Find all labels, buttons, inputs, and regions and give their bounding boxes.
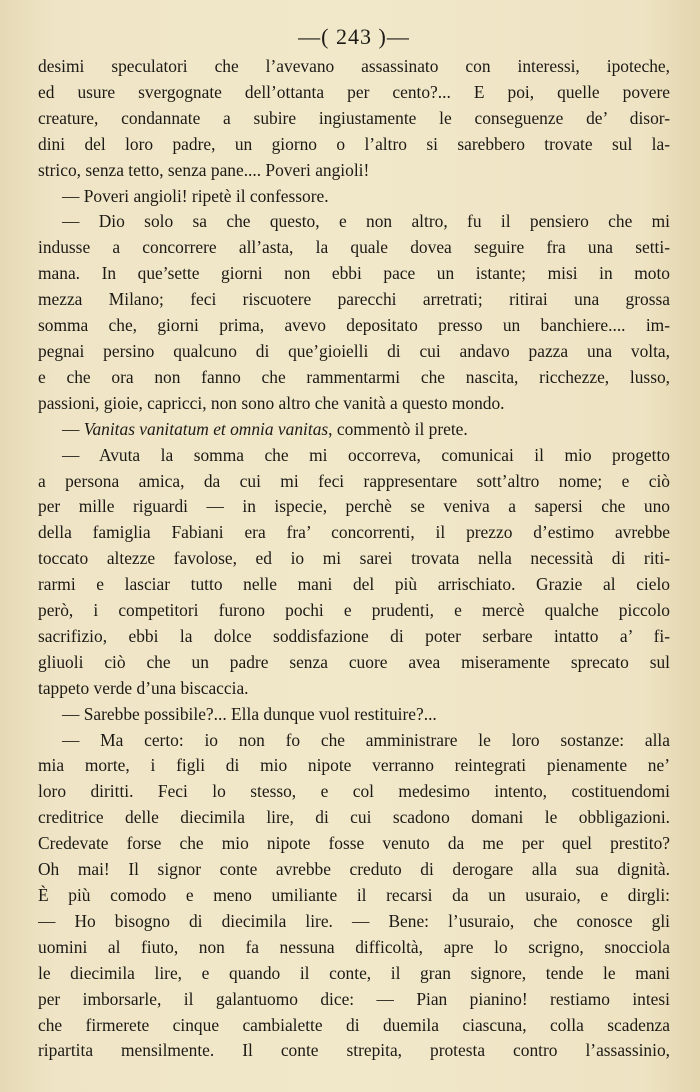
text-line: dini del loro padre, un giorno o l’altro si sarebbero trovate sul la- — [38, 133, 670, 154]
text-line: sacrifizio, ebbi la dolce soddisfazione di poter serbare intatto a’ fi- — [38, 625, 670, 646]
text-line: che firmerete cinque cambialette di duemila ciascuna, colla scadenza — [38, 1014, 670, 1035]
text-line: — Ho bisogno di diecimila lire. — Bene: l’usuraio, che conosce gli — [38, 910, 670, 931]
text-line: rarmi e lasciar tutto nelle mani del più arrischiato. Grazie al cielo — [38, 574, 670, 595]
page-body-text — [38, 54, 670, 1064]
text-line: le diecimila lire, e quando il conte, il gran signore, tende le mani — [38, 962, 670, 983]
text-line: toccato altezze favolose, ed io mi sarei trovata nella necessità di riti- — [38, 548, 670, 569]
text-line: — Avuta la somma che mi occorreva, comunicai il mio progetto — [62, 444, 670, 465]
text-line: Oh mai! Il signor conte avrebbe creduto di derogare alla sua dignità. — [38, 859, 670, 880]
text-line: a persona amica, da cui mi feci rappresentare sott’altro nome; e ciò — [38, 470, 670, 491]
text-line: indusse a concorrere all’asta, la quale dovea seguire fra una setti- — [38, 237, 670, 258]
text-line: però, i competitori furono pochi e prudenti, e mercè qualche piccolo — [38, 600, 670, 621]
text-line: ripartita mensilmente. Il conte strepita, protesta contro l’assassinio, — [38, 1040, 670, 1061]
text-line: mia morte, i figli di mio nipote verranno reintegrati pienamente ne’ — [38, 755, 670, 776]
text-line: mana. In que’sette giorni non ebbi pace un istante; misi in moto — [38, 263, 670, 284]
text-line: — Ma certo: io non fo che amministrare le loro sostanze: alla — [62, 729, 670, 750]
text-line: È più comodo e meno umiliante il recarsi da un usuraio, e dirgli: — [38, 885, 670, 905]
text-line: creature, condannate a subire ingiustamente le conseguenze de’ disor- — [38, 107, 670, 128]
text-line — [38, 417, 670, 443]
text-line: ed usure svergognate dell’ottanta per cento?... E poi, quelle povere — [38, 81, 670, 102]
text-line: per imborsarle, il galantuomo dice: — Pian pianino! restiamo intesi — [38, 988, 670, 1009]
text-line: desimi speculatori che l’avevano assassinato con interessi, ipoteche, — [38, 56, 670, 76]
page-number: —( 243 )— — [298, 24, 410, 49]
text-line: gliuoli ciò che un padre senza cuore avea miseramente sprecato sul — [38, 651, 670, 672]
text-line: passioni, gioie, capricci, non sono altro che vanità a questo mondo. — [38, 392, 505, 413]
text-line: pegnai persino qualcuno di que’gioielli di cui andavo pazza una volta, — [38, 340, 670, 361]
text-line: Credevate forse che mio nipote fosse venuto da me per quel prestito? — [38, 833, 670, 854]
text-line: — Dio solo sa che questo, e non altro, fu il pensiero che mi — [62, 211, 670, 232]
text-line: della famiglia Fabiani era fra’ concorrenti, il prezzo d’estimo avrebbe — [38, 522, 670, 543]
text-line: somma che, giorni prima, avevo depositato presso un banchiere.... im- — [38, 315, 670, 336]
text-line-segment: , commentò il prete. — [328, 418, 468, 439]
text-line: creditrice delle diecimila lire, di cui scadono domani le obbligazioni. — [38, 807, 670, 828]
text-line: loro diritti. Feci lo stesso, e col medesimo intento, costituendomi — [38, 781, 670, 802]
text-line: per mille riguardi — in ispecie, perchè se veniva a sapersi che uno — [38, 496, 670, 517]
text-line: — Poveri angioli! ripetè il confessore. — [62, 185, 329, 206]
text-line: tappeto verde d’una biscaccia. — [38, 677, 249, 698]
text-line: uomini al fiuto, non fa nessuna difficoltà, apre lo scrigno, snocciola — [38, 936, 670, 957]
text-line: e che ora non fanno che rammentarmi che nascita, ricchezze, lusso, — [38, 366, 670, 387]
text-line: — Sarebbe possibile?... Ella dunque vuol restituire?... — [62, 703, 437, 724]
text-line: strico, senza tetto, senza pane.... Poveri angioli! — [38, 159, 370, 180]
text-line-segment: — — [62, 418, 84, 439]
text-line: mezza Milano; feci riscuotere parecchi arretrati; ritirai una grossa — [38, 289, 670, 310]
latin-quote: Vanitas vanitatum et omnia vanitas — [83, 418, 329, 439]
